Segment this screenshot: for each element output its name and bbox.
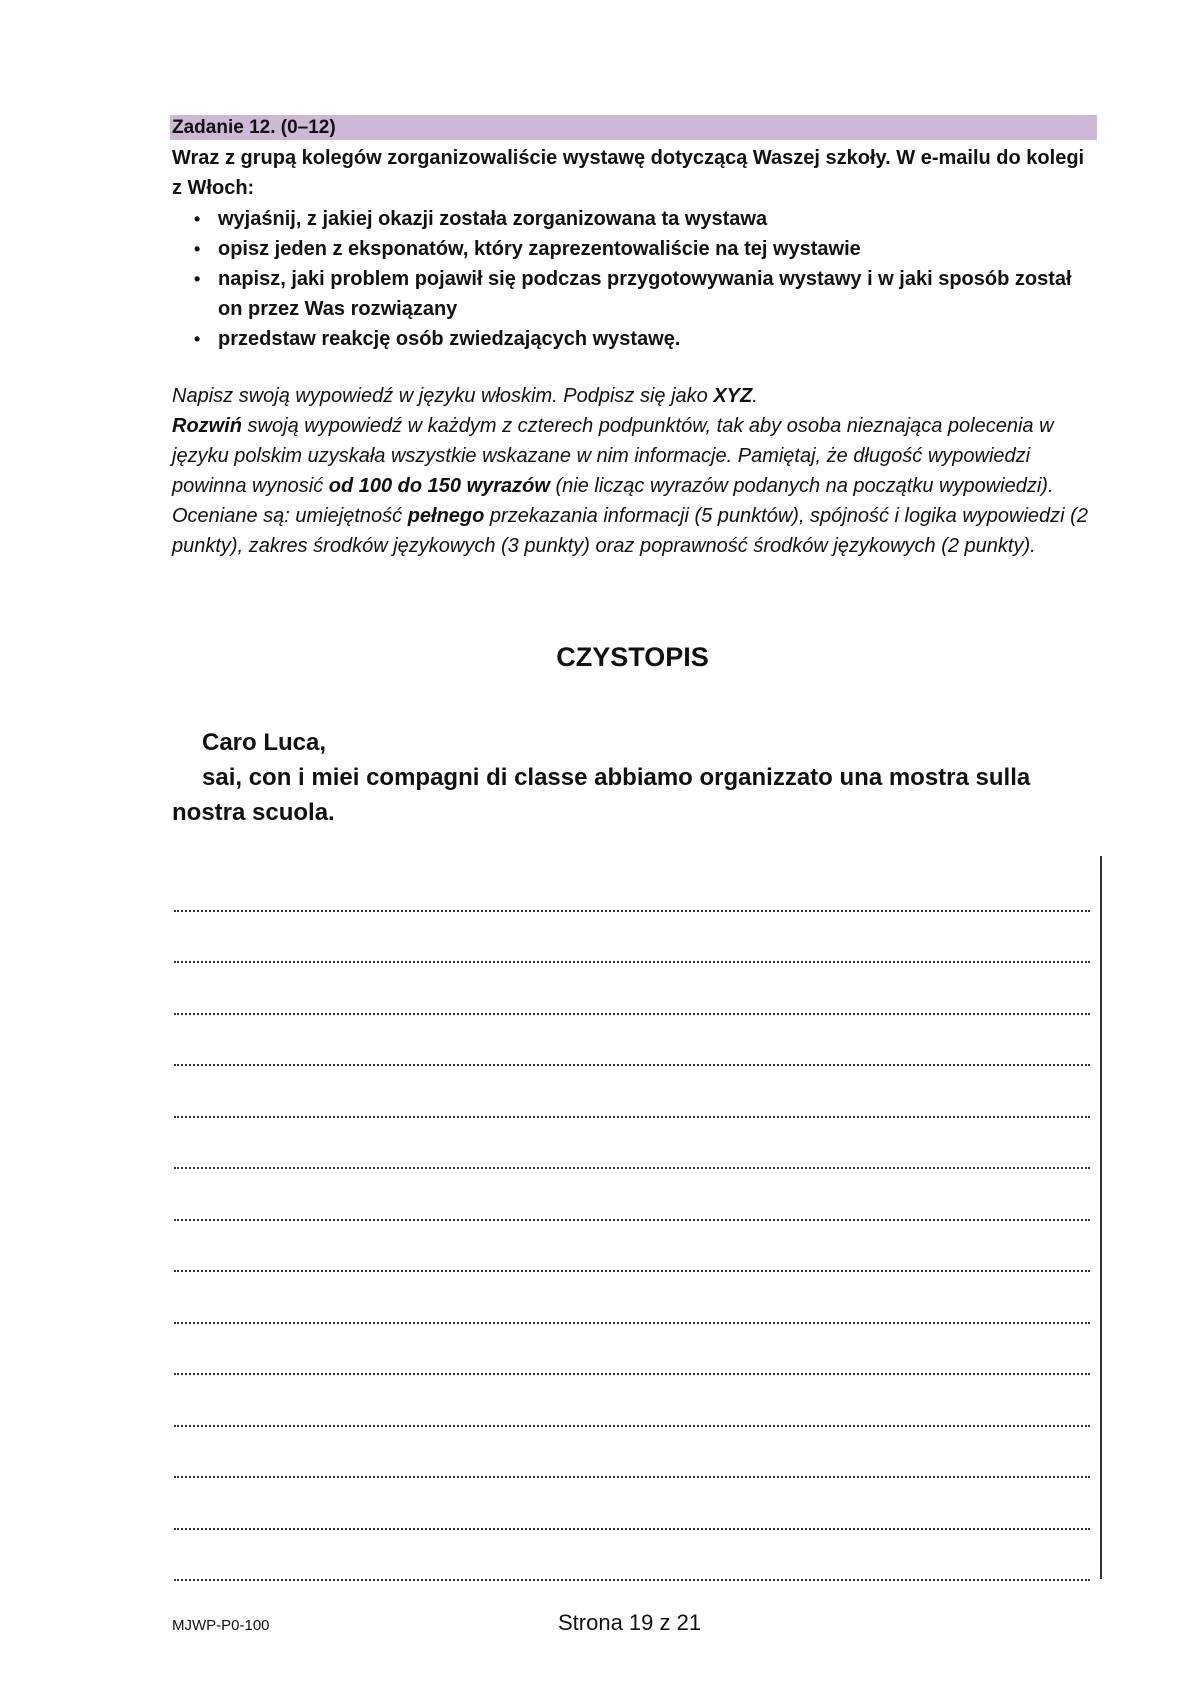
signature-code: XYZ	[713, 385, 753, 407]
exam-code: MJWP-P0-100	[172, 1617, 270, 1634]
answer-line[interactable]	[174, 1530, 1090, 1582]
answer-line[interactable]	[174, 912, 1090, 964]
answer-line[interactable]	[174, 1427, 1090, 1479]
answer-lines[interactable]	[174, 860, 1090, 1581]
answer-line[interactable]	[174, 1169, 1090, 1221]
task-intro: Wraz z grupą kolegów zorganizowaliście wystawę dotyczącą Waszej szkoły. W e-mailu do kolegi z Włoch:	[172, 147, 1085, 199]
word-count-requirement: od 100 do 150 wyrazów	[328, 475, 550, 497]
bullet-icon: •	[194, 239, 201, 259]
answer-line[interactable]	[174, 1324, 1090, 1376]
answer-line[interactable]	[174, 1118, 1090, 1170]
answer-line[interactable]	[174, 963, 1090, 1015]
task-bullet-list	[172, 204, 1072, 354]
letter-greeting: Caro Luca,	[202, 729, 327, 756]
bullet-item: • opisz jeden z eksponatów, który zaprezentowaliście na tej wystawie	[172, 234, 1072, 264]
answer-line[interactable]	[174, 1272, 1090, 1324]
task-header	[170, 115, 1097, 140]
letter-start	[172, 725, 1072, 830]
answer-line[interactable]	[174, 1478, 1090, 1530]
bullet-icon: •	[194, 269, 201, 289]
bullet-item: • wyjaśnij, z jakiej okazji została zorganizowana ta wystawa	[172, 204, 1072, 234]
bullet-icon: •	[194, 329, 201, 349]
task-instructions	[172, 381, 1102, 561]
bullet-icon: •	[194, 209, 201, 229]
develop-instruction: Rozwiń swoją wypowiedź w każdym z czterech podpunktów, tak aby osoba nieznająca polecenia w języku polskim uzyskała wszystkie wskazane w nim informacje. Pamiętaj, że długość wypowiedzi powinna wynosić od 100 do 150 wyrazów (nie licząc wyrazów podanych na początku wypowiedzi). Oceniane są: umiejętność pełnego przekazania informacji (5 punktów), spójność i logika wypowiedzi (2 punkty), zakres środków językowych (3 punkty) oraz poprawność środków językowych (2 punkty).	[172, 415, 1088, 557]
clean-copy-title: CZYSTOPIS	[556, 642, 709, 672]
answer-line[interactable]	[174, 860, 1090, 912]
answer-line[interactable]	[174, 1375, 1090, 1427]
answer-line[interactable]	[174, 1066, 1090, 1118]
answer-line[interactable]	[174, 1221, 1090, 1273]
page-number: Strona 19 z 21	[558, 1610, 702, 1635]
task-title: Zadanie 12. (0–12)	[172, 117, 336, 138]
bullet-item: • przedstaw reakcję osób zwiedzających wystawę.	[172, 324, 1072, 354]
bullet-item: • napisz, jaki problem pojawił się podczas przygotowywania wystawy i w jaki sposób został on przez Was rozwiązany	[172, 264, 1072, 324]
letter-opening: sai, con i miei compagni di classe abbiamo organizzato una mostra sulla nostra scuola.	[172, 764, 1031, 826]
margin-rule	[1100, 856, 1102, 1579]
answer-line[interactable]	[174, 1015, 1090, 1067]
sign-instruction: Napisz swoją wypowiedź w języku włoskim. Podpisz się jako XYZ.	[172, 385, 758, 407]
